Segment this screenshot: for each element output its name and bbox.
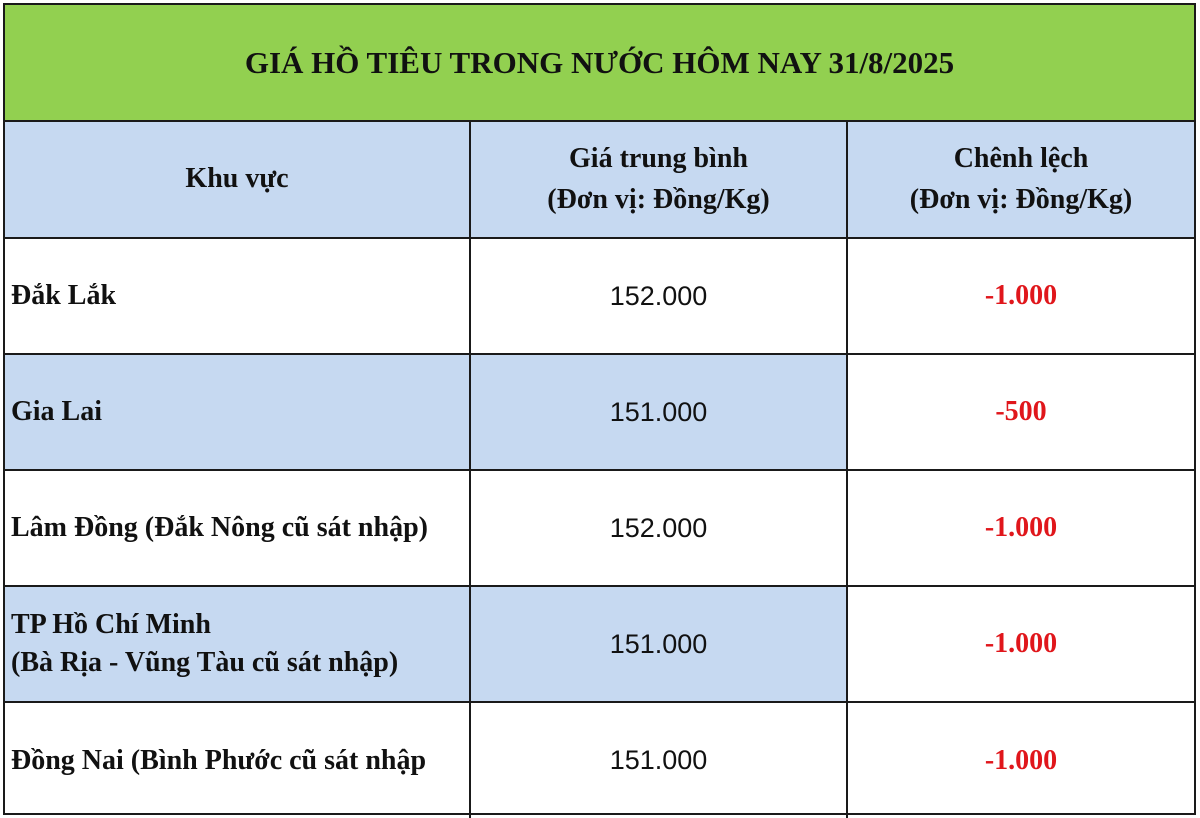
pepper-price-table	[5, 122, 1194, 818]
header-difference-label: Chênh lệch	[953, 142, 1089, 174]
header-average-price-unit: (Đơn vị: Đồng/Kg)	[547, 183, 770, 215]
price-cell: 151.000	[470, 354, 847, 470]
table-row	[5, 238, 1194, 354]
region-cell: Lâm Đồng (Đắk Nông cũ sát nhập)	[5, 470, 470, 586]
header-region: Khu vực	[5, 122, 470, 238]
table-row	[5, 586, 1194, 702]
difference-cell: -1.000	[847, 702, 1194, 818]
difference-cell: -500	[847, 354, 1194, 470]
table-title: GIÁ HỒ TIÊU TRONG NƯỚC HÔM NAY 31/8/2025	[5, 5, 1194, 122]
region-cell	[5, 586, 470, 702]
region-name: TP Hồ Chí Minh	[11, 609, 211, 641]
price-cell: 151.000	[470, 586, 847, 702]
price-table-frame	[3, 3, 1196, 815]
price-cell: 152.000	[470, 238, 847, 354]
header-row	[5, 122, 1194, 238]
header-difference-unit: (Đơn vị: Đồng/Kg)	[909, 183, 1133, 215]
header-average-price	[470, 122, 847, 238]
header-difference	[847, 122, 1194, 238]
region-note: (Bà Rịa - Vũng Tàu cũ sát nhập)	[11, 647, 399, 678]
difference-cell: -1.000	[847, 586, 1194, 702]
difference-cell: -1.000	[847, 470, 1194, 586]
table-row	[5, 470, 1194, 586]
price-cell: 152.000	[470, 470, 847, 586]
table-row	[5, 354, 1194, 470]
table-row	[5, 702, 1194, 818]
region-cell: Đồng Nai (Bình Phước cũ sát nhập	[5, 702, 470, 818]
region-cell: Gia Lai	[5, 354, 470, 470]
price-cell: 151.000	[470, 702, 847, 818]
header-average-price-label: Giá trung bình	[569, 142, 748, 174]
difference-cell: -1.000	[847, 238, 1194, 354]
region-cell: Đắk Lắk	[5, 238, 470, 354]
